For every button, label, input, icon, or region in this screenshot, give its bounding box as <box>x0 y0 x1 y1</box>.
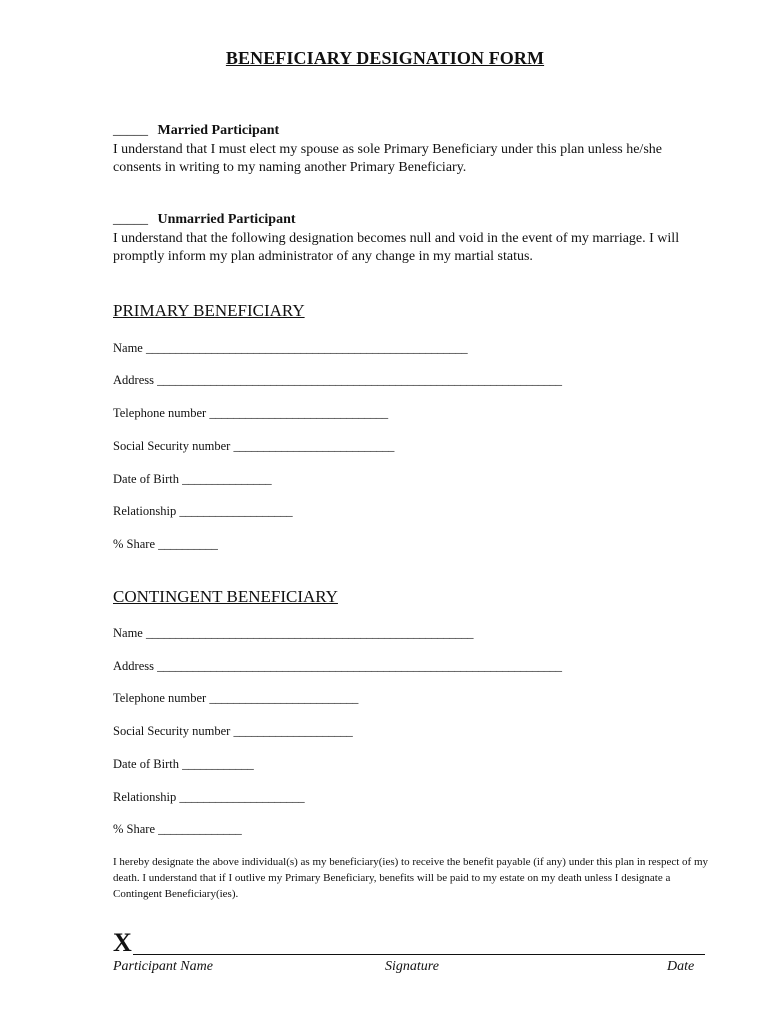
contingent-dob-line[interactable]: ____________ <box>182 757 254 771</box>
contingent-name-label: Name <box>113 626 143 640</box>
contingent-share-line[interactable]: ______________ <box>158 822 242 836</box>
primary-address-label: Address <box>113 373 154 387</box>
contingent-relationship-field[interactable] <box>113 790 304 805</box>
unmarried-participant-heading <box>113 211 713 230</box>
contingent-address-label: Address <box>113 659 154 673</box>
primary-telephone-line[interactable]: ______________________________ <box>209 406 388 420</box>
contingent-relationship-line[interactable]: _____________________ <box>179 790 305 804</box>
married-participant-heading <box>113 122 713 141</box>
primary-name-field[interactable] <box>113 341 467 356</box>
primary-dob-label: Date of Birth <box>113 472 179 486</box>
unmarried-participant-block <box>113 211 713 267</box>
form-title: BENEFICIARY DESIGNATION FORM <box>225 48 545 68</box>
contingent-address-field[interactable] <box>113 659 562 674</box>
unmarried-participant-text: I understand that the following designation becomes null and void in the event of my marriage. I will promptly inform my plan administrator of any change in my martial status. <box>113 230 680 264</box>
married-participant-text: I understand that I must elect my spouse as sole Primary Beneficiary under this plan unless he/she consents in writing to my naming another Primary Beneficiary. <box>113 141 662 175</box>
contingent-telephone-label: Telephone number <box>113 691 207 705</box>
primary-share-field[interactable] <box>113 537 218 552</box>
primary-share-label: % Share <box>113 537 155 551</box>
contingent-dob-label: Date of Birth <box>113 757 179 771</box>
signature-label: Signature <box>385 959 439 974</box>
primary-address-line[interactable]: ____________________________________________________________________ <box>157 373 562 387</box>
married-participant-block <box>113 122 713 178</box>
contingent-share-field[interactable] <box>113 822 241 837</box>
contingent-share-label: % Share <box>113 822 155 836</box>
primary-dob-field[interactable] <box>113 472 271 487</box>
contingent-telephone-field[interactable] <box>113 691 358 706</box>
contingent-telephone-line[interactable]: _________________________ <box>209 691 359 705</box>
primary-ssn-line[interactable]: ___________________________ <box>233 439 395 453</box>
contingent-ssn-line[interactable]: ____________________ <box>233 724 353 738</box>
unmarried-checkbox-blank[interactable]: _____ <box>113 212 148 227</box>
designation-statement: I hereby designate the above individual(s) as my beneficiary(ies) to receive the benefit payable (if any) under this plan in respect of my death. I understand that if I outlive my Primary Beneficiary, benefits will be paid to my estate on my death unless I designate a Contingent Beneficiary(ies). <box>113 856 708 900</box>
primary-name-line[interactable]: ______________________________________________________ <box>145 341 468 355</box>
primary-share-line[interactable]: __________ <box>158 537 218 551</box>
primary-name-label: Name <box>113 341 143 355</box>
primary-ssn-label: Social Security number <box>113 439 231 453</box>
primary-address-field[interactable] <box>113 373 562 388</box>
married-checkbox-blank[interactable]: _____ <box>113 123 148 138</box>
primary-relationship-line[interactable]: ___________________ <box>179 504 293 518</box>
married-participant-label: Married Participant <box>157 123 280 138</box>
primary-telephone-label: Telephone number <box>113 406 207 420</box>
primary-dob-line[interactable]: _______________ <box>182 472 272 486</box>
contingent-dob-field[interactable] <box>113 757 254 772</box>
primary-relationship-label: Relationship <box>113 504 177 518</box>
unmarried-participant-label: Unmarried Participant <box>157 212 296 227</box>
signature-line[interactable] <box>133 954 705 955</box>
contingent-address-line[interactable]: ____________________________________________________________________ <box>157 659 562 673</box>
primary-ssn-field[interactable] <box>113 439 394 454</box>
contingent-ssn-field[interactable] <box>113 724 352 739</box>
contingent-name-field[interactable] <box>113 626 473 641</box>
primary-beneficiary-title: PRIMARY BENEFICIARY <box>113 301 305 320</box>
primary-relationship-field[interactable] <box>113 504 292 519</box>
date-label: Date <box>667 959 695 974</box>
contingent-relationship-label: Relationship <box>113 790 177 804</box>
participant-name-label: Participant Name <box>113 959 213 974</box>
contingent-beneficiary-title: CONTINGENT BENEFICIARY <box>113 587 338 606</box>
primary-telephone-field[interactable] <box>113 406 388 421</box>
contingent-ssn-label: Social Security number <box>113 724 231 738</box>
contingent-name-line[interactable]: _______________________________________________________ <box>145 626 474 640</box>
signature-x-mark: X <box>113 928 132 957</box>
